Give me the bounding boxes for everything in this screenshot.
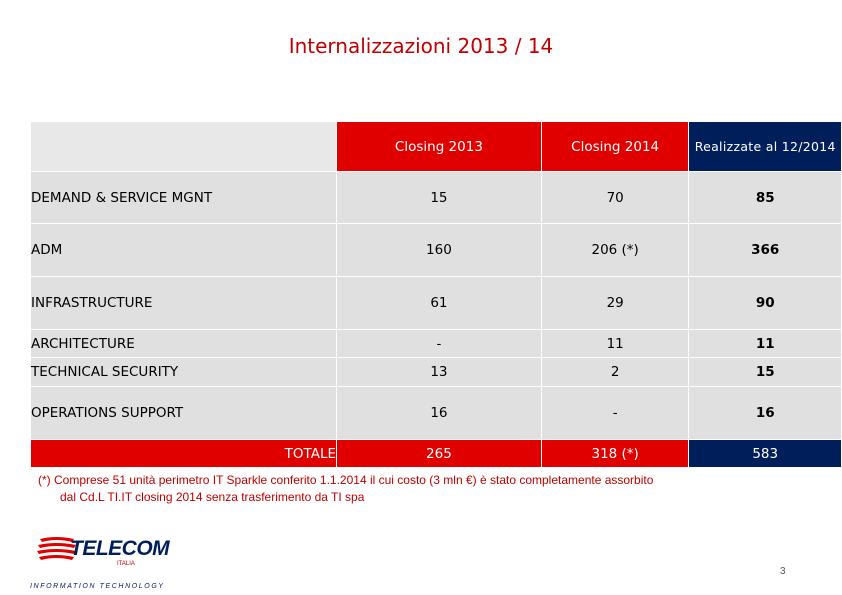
cell-closing-2013: - (337, 330, 542, 358)
cell-closing-2014: 29 (541, 277, 689, 330)
table-header-row (31, 122, 842, 172)
total-row (31, 440, 842, 468)
table-row (31, 277, 842, 330)
cell-realizzate: 90 (689, 277, 842, 330)
cell-closing-2013: 61 (337, 277, 542, 330)
header-closing-2013: Closing 2013 (337, 122, 542, 172)
page-title: Internalizzazioni 2013 / 14 (288, 34, 554, 58)
cell-closing-2013: 15 (337, 172, 542, 224)
cell-closing-2014: 70 (541, 172, 689, 224)
table-row (31, 172, 842, 224)
cell-realizzate: 11 (689, 330, 842, 358)
table-corner (31, 122, 337, 172)
logo-brand: TELECOM (70, 537, 170, 560)
logo-tagline: INFORMATION TECHNOLOGY (30, 583, 165, 590)
table-row (31, 224, 842, 277)
cell-closing-2013: 160 (337, 224, 542, 277)
cell-closing-2014: - (541, 387, 689, 440)
cell-realizzate: 366 (689, 224, 842, 277)
row-label: DEMAND & SERVICE MGNT (31, 172, 337, 224)
total-closing-2013: 265 (337, 440, 542, 468)
total-label: TOTALE (31, 440, 337, 468)
row-label: ARCHITECTURE (31, 330, 337, 358)
table-row (31, 330, 842, 358)
row-label: TECHNICAL SECURITY (31, 358, 337, 387)
row-label: INFRASTRUCTURE (31, 277, 337, 330)
cell-realizzate: 16 (689, 387, 842, 440)
row-label: OPERATIONS SUPPORT (31, 387, 337, 440)
cell-realizzate: 15 (689, 358, 842, 387)
footnote (38, 472, 828, 506)
cell-closing-2014: 11 (541, 330, 689, 358)
table-row (31, 387, 842, 440)
cell-realizzate: 85 (689, 172, 842, 224)
cell-closing-2014: 206 (*) (541, 224, 689, 277)
page-number: 3 (780, 566, 786, 577)
footnote-line-2: dal Cd.L TI.IT closing 2014 senza trasferimento da TI spa (60, 490, 365, 504)
cell-closing-2014: 2 (541, 358, 689, 387)
header-closing-2014: Closing 2014 (541, 122, 689, 172)
footnote-line-1: (*) Comprese 51 unità perimetro IT Sparkle conferito 1.1.2014 il cui costo (3 mln €) è stato completamente assorbito (38, 473, 654, 487)
table-row (31, 358, 842, 387)
cell-closing-2013: 16 (337, 387, 542, 440)
header-realizzate: Realizzate al 12/2014 (689, 122, 842, 172)
logo-sub: ITALIA (117, 561, 135, 567)
total-realizzate: 583 (689, 440, 842, 468)
row-label: ADM (31, 224, 337, 277)
cell-closing-2013: 13 (337, 358, 542, 387)
internalizzazioni-table (30, 121, 842, 468)
total-closing-2014: 318 (*) (541, 440, 689, 468)
